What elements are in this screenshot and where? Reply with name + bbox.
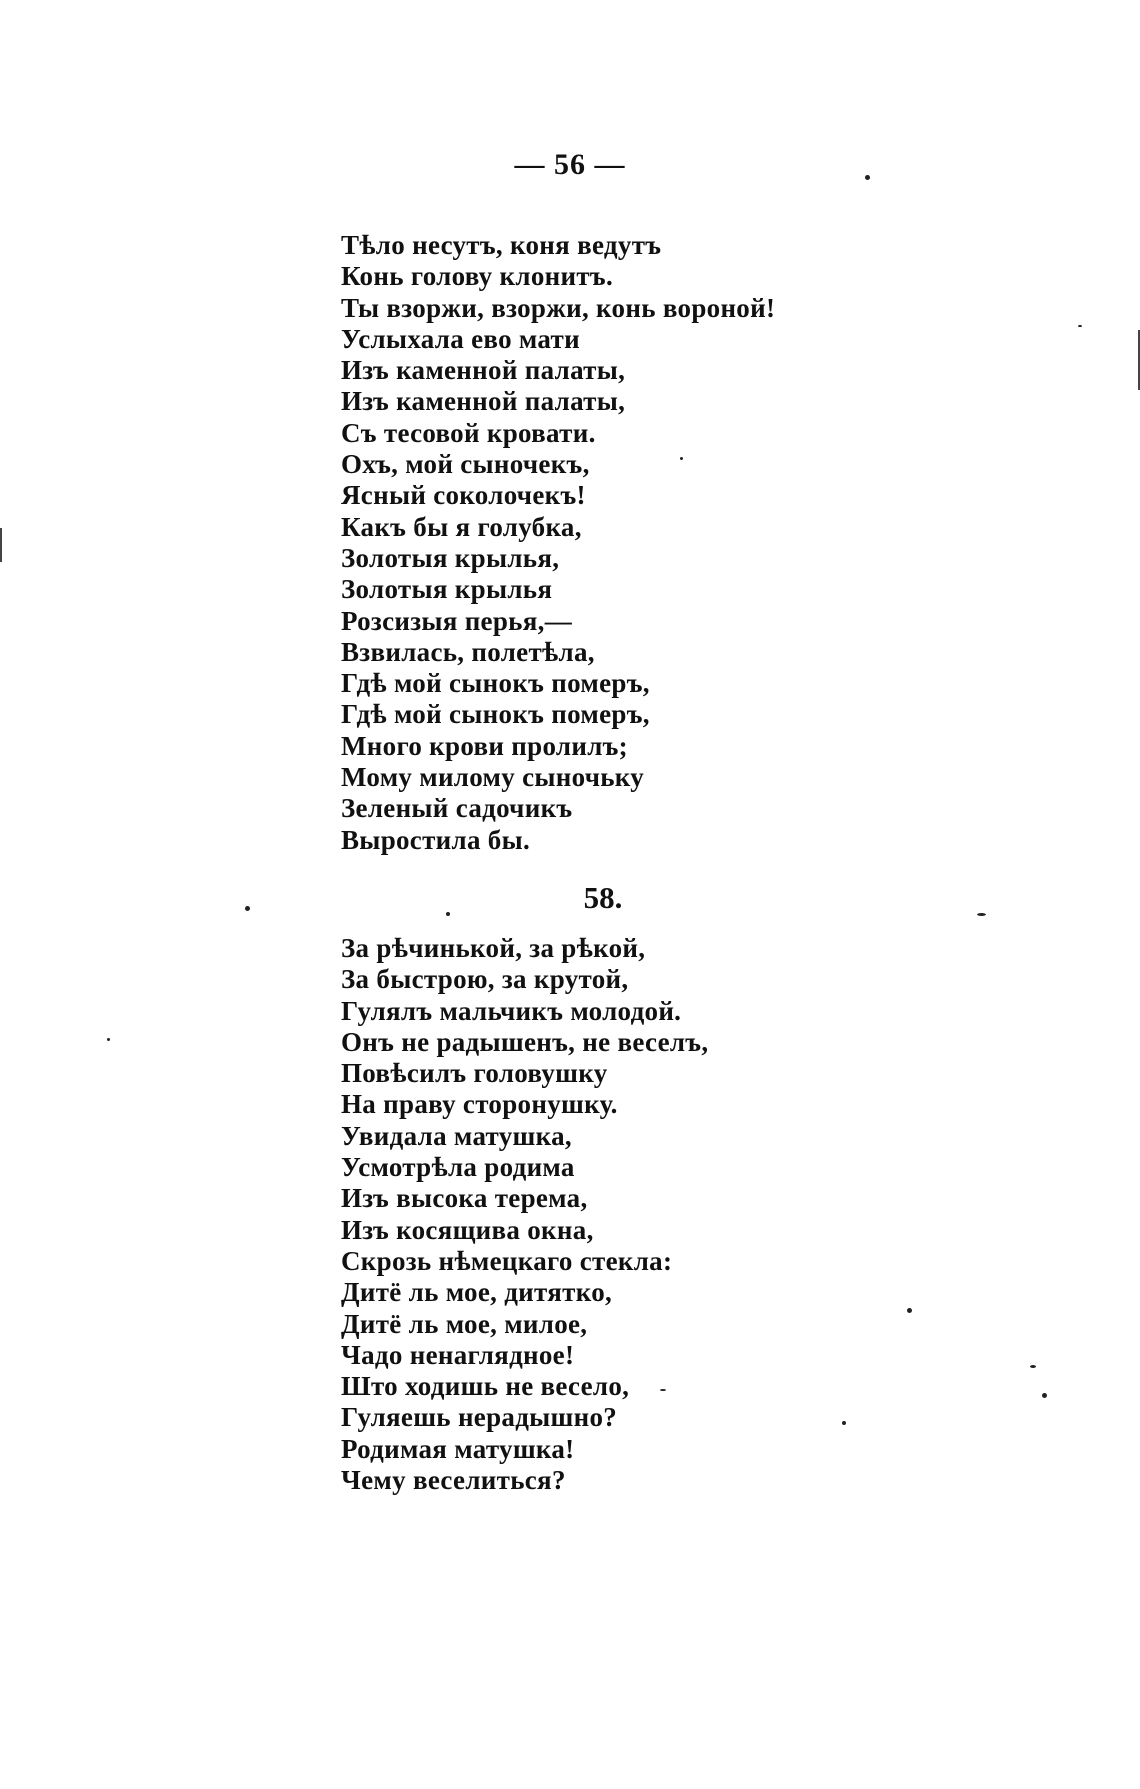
verse-line: Родимая матушка!: [341, 1433, 575, 1464]
verse-line: Съ тесовой кровати.: [341, 417, 596, 448]
verse-line: Повѣсилъ головушку: [341, 1058, 608, 1089]
verse-line: Много крови пролилъ;: [341, 730, 628, 761]
verse-line: Какъ бы я голубка,: [341, 511, 582, 542]
scan-speck: [865, 175, 870, 180]
scan-speck: [660, 1389, 666, 1391]
scan-speck: [977, 913, 986, 916]
scan-speck: [1042, 1393, 1047, 1398]
verse-line: Мому милому сыночьку: [341, 762, 645, 793]
poem-number: 58.: [583, 880, 623, 915]
verse-line: Ясный соколочекъ!: [341, 480, 586, 511]
verse-line: Розсизыя перья,—: [341, 605, 572, 636]
scan-speck: [842, 1421, 846, 1425]
verse-line: Гдѣ мой сынокъ померъ,: [341, 699, 650, 730]
verse-line: Гуляешь нерадышно?: [341, 1402, 618, 1433]
verse-line: Усмотрѣла родима: [341, 1152, 575, 1183]
verse-line: Услыхала ево мати: [341, 323, 580, 354]
verse-line: Дитё ль мое, дитятко,: [341, 1277, 613, 1308]
verse-line: Изъ каменной палаты,: [341, 386, 626, 417]
verse-line: Чему веселиться?: [341, 1465, 566, 1496]
poem-57-continuation: [341, 230, 775, 856]
verse-line: Конь голову клонитъ.: [341, 261, 614, 292]
verse-line: Охъ, мой сыночекъ,: [341, 449, 590, 480]
page-number: — 56 —: [514, 148, 626, 181]
verse-line: Чадо ненаглядное!: [341, 1339, 575, 1370]
verse-line: Изъ каменной палаты,: [341, 355, 626, 386]
verse-line: За быстрою, за крутой,: [341, 964, 629, 995]
verse-line: Дитё ль мое, милое,: [341, 1308, 588, 1339]
scan-speck: [907, 1308, 912, 1313]
verse-line: Изъ высока терема,: [341, 1183, 588, 1214]
verse-line: На праву сторонушку.: [341, 1089, 618, 1120]
verse-line: За рѣчинькой, за рѣкой,: [341, 933, 646, 963]
verse-line: Зеленый садочикъ: [341, 793, 573, 824]
verse-line: Скрозь нѣмецкаго стекла:: [341, 1245, 673, 1276]
scan-edge-mark: [0, 528, 2, 562]
poem-58: [341, 933, 708, 1496]
verse-line: Изъ косящива окна,: [341, 1214, 594, 1245]
verse-line: Золотыя крылья,: [341, 542, 560, 573]
scan-speck: [680, 457, 683, 460]
verse-line: Ты взоржи, взоржи, конь вороной!: [341, 292, 776, 323]
verse-line: Выростила бы.: [341, 824, 531, 855]
verse-line: Увидала матушка,: [341, 1120, 572, 1151]
verse-line: Што ходишь не весело,: [341, 1371, 630, 1402]
verse-line: Взвилась, полетѣла,: [341, 636, 595, 667]
verse-line: Онъ не радышенъ, не веселъ,: [341, 1026, 709, 1057]
scan-speck: [446, 912, 450, 916]
scan-speck: [107, 1038, 110, 1041]
scan-speck: [1030, 1365, 1036, 1368]
verse-line: Золотыя крылья: [341, 574, 553, 605]
scan-speck: [1078, 325, 1082, 327]
verse-line: Гулялъ мальчикъ молодой.: [341, 995, 682, 1026]
scan-speck: [245, 906, 250, 911]
verse-line: Тѣло несутъ, коня ведутъ: [341, 230, 662, 260]
verse-line: Гдѣ мой сынокъ померъ,: [341, 668, 650, 699]
